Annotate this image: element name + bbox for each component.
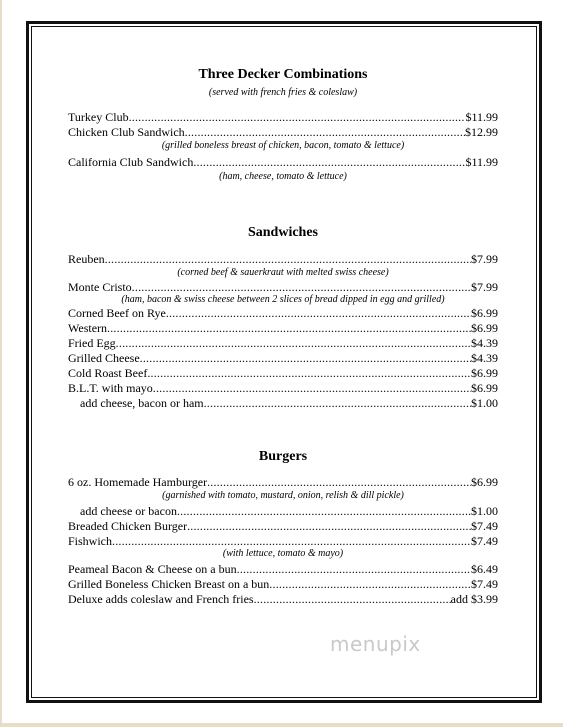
dot-leader: [140, 351, 471, 365]
item-description: (ham, cheese, tomato & lettuce): [219, 171, 347, 182]
dot-leader: [166, 306, 471, 320]
menu-item-turkey-club: [68, 110, 498, 124]
item-description: (with lettuce, tomato & mayo): [222, 548, 344, 559]
section-title-sandwiches: Sandwiches: [247, 225, 319, 240]
menu-item-monte-cristo: [68, 280, 498, 294]
dot-leader: [153, 381, 471, 395]
item-price: $6.99: [471, 475, 498, 489]
item-price: $6.99: [471, 306, 498, 320]
item-price: $7.99: [471, 280, 498, 294]
menu-item-blt: [68, 381, 498, 395]
item-name: Grilled Boneless Chicken Breast on a bun: [68, 577, 270, 591]
item-name: Reuben: [68, 252, 105, 266]
item-price: $11.99: [465, 155, 498, 169]
dot-leader: [105, 252, 471, 266]
item-name: Turkey Club: [68, 110, 129, 124]
item-description: (ham, bacon & swiss cheese between 2 slices of bread dipped in egg and grilled): [121, 294, 445, 305]
item-price: $6.99: [471, 321, 498, 335]
item-price: $7.49: [471, 577, 498, 591]
item-name: add cheese or bacon: [80, 504, 177, 518]
dot-leader: [132, 280, 471, 294]
item-description: (corned beef & sauerkraut with melted swiss cheese): [177, 267, 389, 278]
item-price: $7.49: [471, 519, 498, 533]
menu-item-add-cheese-bacon: [68, 504, 498, 518]
menu-item-fishwich: [68, 534, 498, 548]
item-description: (garnished with tomato, mustard, onion, relish & dill pickle): [162, 490, 404, 501]
item-name: add cheese, bacon or ham: [80, 396, 204, 410]
section-title-three-decker: Three Decker Combinations: [198, 67, 368, 82]
item-name: 6 oz. Homemade Hamburger: [68, 475, 208, 489]
dot-leader: [187, 519, 471, 533]
menu-item-reuben: [68, 252, 498, 266]
item-description: (grilled boneless breast of chicken, bacon, tomato & lettuce): [161, 140, 405, 151]
menu-item-fried-egg: [68, 336, 498, 350]
item-name: Corned Beef on Rye: [68, 306, 166, 320]
menu-item-add-cheese-bacon-ham: [68, 396, 498, 410]
menu-item-cold-roast-beef: [68, 366, 498, 380]
page-bottom-edge: [0, 723, 563, 727]
dot-leader: [207, 475, 471, 489]
dot-leader: [112, 534, 471, 548]
item-name: Breaded Chicken Burger: [68, 519, 188, 533]
item-name: Chicken Club Sandwich: [68, 125, 185, 139]
item-name: Monte Cristo: [68, 280, 132, 294]
page-left-edge: [0, 0, 2, 727]
dot-leader: [254, 592, 451, 606]
item-name: Fried Egg: [68, 336, 116, 350]
item-name: California Club Sandwich: [68, 155, 194, 169]
item-name: Peameal Bacon & Cheese on a bun: [68, 562, 237, 576]
dot-leader: [129, 110, 466, 124]
menu-item-deluxe: [68, 592, 498, 606]
menu-item-homemade-hamburger: [68, 475, 498, 489]
menu-item-grilled-chicken-breast: [68, 577, 498, 591]
dot-leader: [185, 125, 465, 139]
item-name: Western: [68, 321, 108, 335]
item-price: $1.00: [471, 504, 498, 518]
menupix-watermark: menupix: [330, 632, 421, 656]
menu-item-chicken-club: [68, 125, 498, 139]
dot-leader: [147, 366, 471, 380]
item-price: $4.39: [471, 351, 498, 365]
menu-item-peameal-bacon: [68, 562, 498, 576]
menu-item-breaded-chicken-burger: [68, 519, 498, 533]
menu-item-western: [68, 321, 498, 335]
section-note-three-decker: (served with french fries & coleslaw): [208, 87, 358, 98]
item-price: $7.99: [471, 252, 498, 266]
item-name: Fishwich: [68, 534, 113, 548]
item-name: Deluxe adds coleslaw and French fries: [68, 592, 254, 606]
dot-leader: [204, 396, 471, 410]
item-price: add $3.99: [450, 592, 498, 606]
item-name: Cold Roast Beef: [68, 366, 148, 380]
item-price: $6.99: [471, 366, 498, 380]
dot-leader: [269, 577, 471, 591]
dot-leader: [107, 321, 471, 335]
item-price: $12.99: [465, 125, 498, 139]
menu-item-california-club: [68, 155, 498, 169]
section-title-burgers: Burgers: [258, 449, 308, 464]
item-price: $1.00: [471, 396, 498, 410]
item-name: B.L.T. with mayo: [68, 381, 153, 395]
item-price: $6.49: [471, 562, 498, 576]
item-price: $7.49: [471, 534, 498, 548]
item-price: $11.99: [465, 110, 498, 124]
dot-leader: [237, 562, 471, 576]
item-price: $4.39: [471, 336, 498, 350]
menu-item-corned-beef: [68, 306, 498, 320]
dot-leader: [177, 504, 471, 518]
item-name: Grilled Cheese: [68, 351, 140, 365]
menu-item-grilled-cheese: [68, 351, 498, 365]
dot-leader: [116, 336, 471, 350]
item-price: $6.99: [471, 381, 498, 395]
dot-leader: [193, 155, 465, 169]
